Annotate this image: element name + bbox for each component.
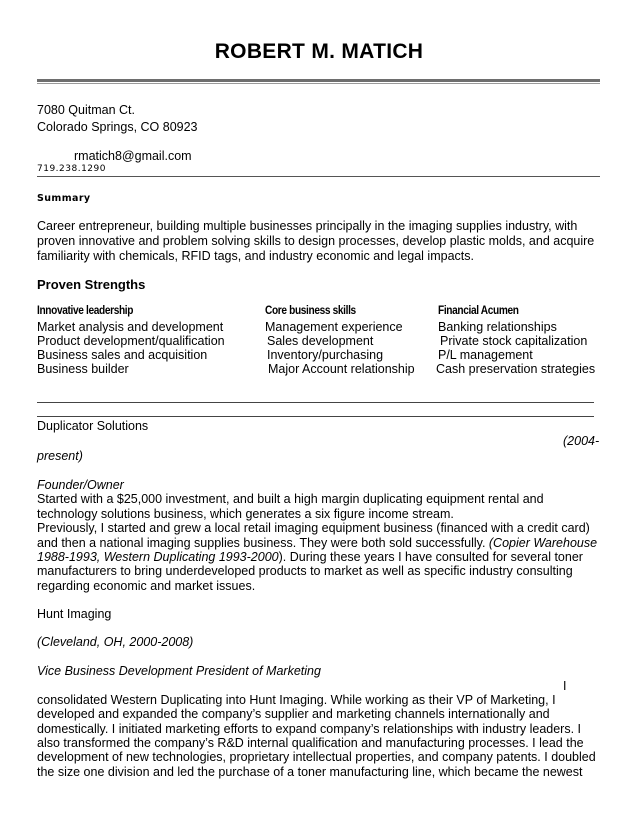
job-description-line: Previously, I started and grew a local retail imaging equipment business (financed with a credit card): [37, 521, 590, 535]
contact-divider: [37, 176, 600, 177]
job-company: Duplicator Solutions: [37, 419, 149, 433]
strength-item: Sales development: [267, 334, 374, 348]
strength-item: Private stock capitalization: [440, 334, 588, 348]
job-description-line: developed and expanded the company’s supplier and marketing channels internationally and: [37, 707, 550, 721]
strength-item: Cash preservation strategies: [436, 362, 596, 376]
job-description-line: development of new technologies, proprietary intellectual properties, and company patents. I doubled: [37, 750, 596, 764]
address-line2: Colorado Springs, CO 80923: [37, 120, 198, 134]
job-description-line: the size one division and led the purchase of a toner manufacturing line, which became the newest: [37, 765, 583, 779]
summary-line: familiarity with chemicals, RFID tags, and industry economic and legal impacts.: [37, 249, 474, 263]
summary-line: proven innovative and problem solving skills to design processes, develop plastic molds, and acquire: [37, 234, 595, 248]
job-title: Vice Business Development President of Marketing: [37, 664, 321, 678]
job-dates-continued: present): [37, 449, 83, 463]
job-description-fragment: I: [563, 679, 567, 693]
strength-column-title: Innovative leadership: [37, 305, 134, 317]
job-description-line: domestically. I initiated marketing efforts to expand company’s relationships with industry leaders. I: [37, 722, 582, 736]
candidate-name: ROBERT M. MATICH: [214, 40, 424, 63]
job-description-text: and then a national imaging supplies business. They were both sold successfully.: [37, 536, 489, 550]
job-description-line: [37, 550, 583, 565]
strength-item: Management experience: [265, 320, 403, 334]
job-description-italic: (Copier Warehouse: [488, 536, 598, 550]
job-description-line: Started with a $25,000 investment, and built a high margin duplicating equipment rental and: [37, 492, 544, 506]
job-description-text: ). During these years I have consulted for several toner: [278, 550, 583, 564]
job-description-line: technology solutions business, which generates a six figure income stream.: [37, 507, 454, 521]
strength-item: Product development/qualification: [37, 334, 225, 348]
header-divider-shadow: [37, 83, 600, 84]
summary-line: Career entrepreneur, building multiple businesses principally in the imaging supplies industry, with: [37, 219, 578, 233]
job-dates: (2004-: [563, 434, 600, 448]
job-company: Hunt Imaging: [37, 607, 112, 621]
strength-column-title: Core business skills: [265, 305, 356, 317]
strength-column-title: Financial Acumen: [438, 305, 519, 317]
job-description-line: also transformed the company’s R&D internal qualification and manufacturing processes. I lead the: [37, 736, 584, 750]
job-description-line: manufacturers to bring underdeveloped products to market as well as specific industry consulting: [37, 564, 573, 578]
job-location-dates: (Cleveland, OH, 2000-2008): [37, 635, 194, 649]
job-title: Founder/Owner: [37, 478, 124, 492]
job-description-line: [37, 536, 597, 551]
strength-item: Banking relationships: [438, 320, 557, 334]
strength-item: Major Account relationship: [268, 362, 415, 376]
email-address: rmatich8@gmail.com: [74, 149, 192, 163]
job-description-line: consolidated Western Duplicating into Hunt Imaging. While working as their VP of Marketing, I: [37, 693, 556, 707]
section-divider: [37, 416, 594, 417]
phone-number: 719.238.1290: [37, 164, 106, 174]
summary-heading: Summary: [37, 193, 91, 204]
header-divider: [37, 79, 600, 82]
strength-item: Market analysis and development: [37, 320, 224, 334]
strengths-heading: Proven Strengths: [37, 277, 146, 292]
strength-item: Business sales and acquisition: [37, 348, 208, 362]
address-line1: 7080 Quitman Ct.: [37, 103, 135, 117]
strength-item: Inventory/purchasing: [267, 348, 384, 362]
section-divider: [37, 402, 594, 403]
strength-item: Business builder: [37, 362, 129, 376]
job-description-italic: 1988-1993, Western Duplicating 1993-2000: [37, 550, 279, 564]
strength-item: P/L management: [438, 348, 533, 362]
job-description-line: regarding economic and market issues.: [37, 579, 256, 593]
